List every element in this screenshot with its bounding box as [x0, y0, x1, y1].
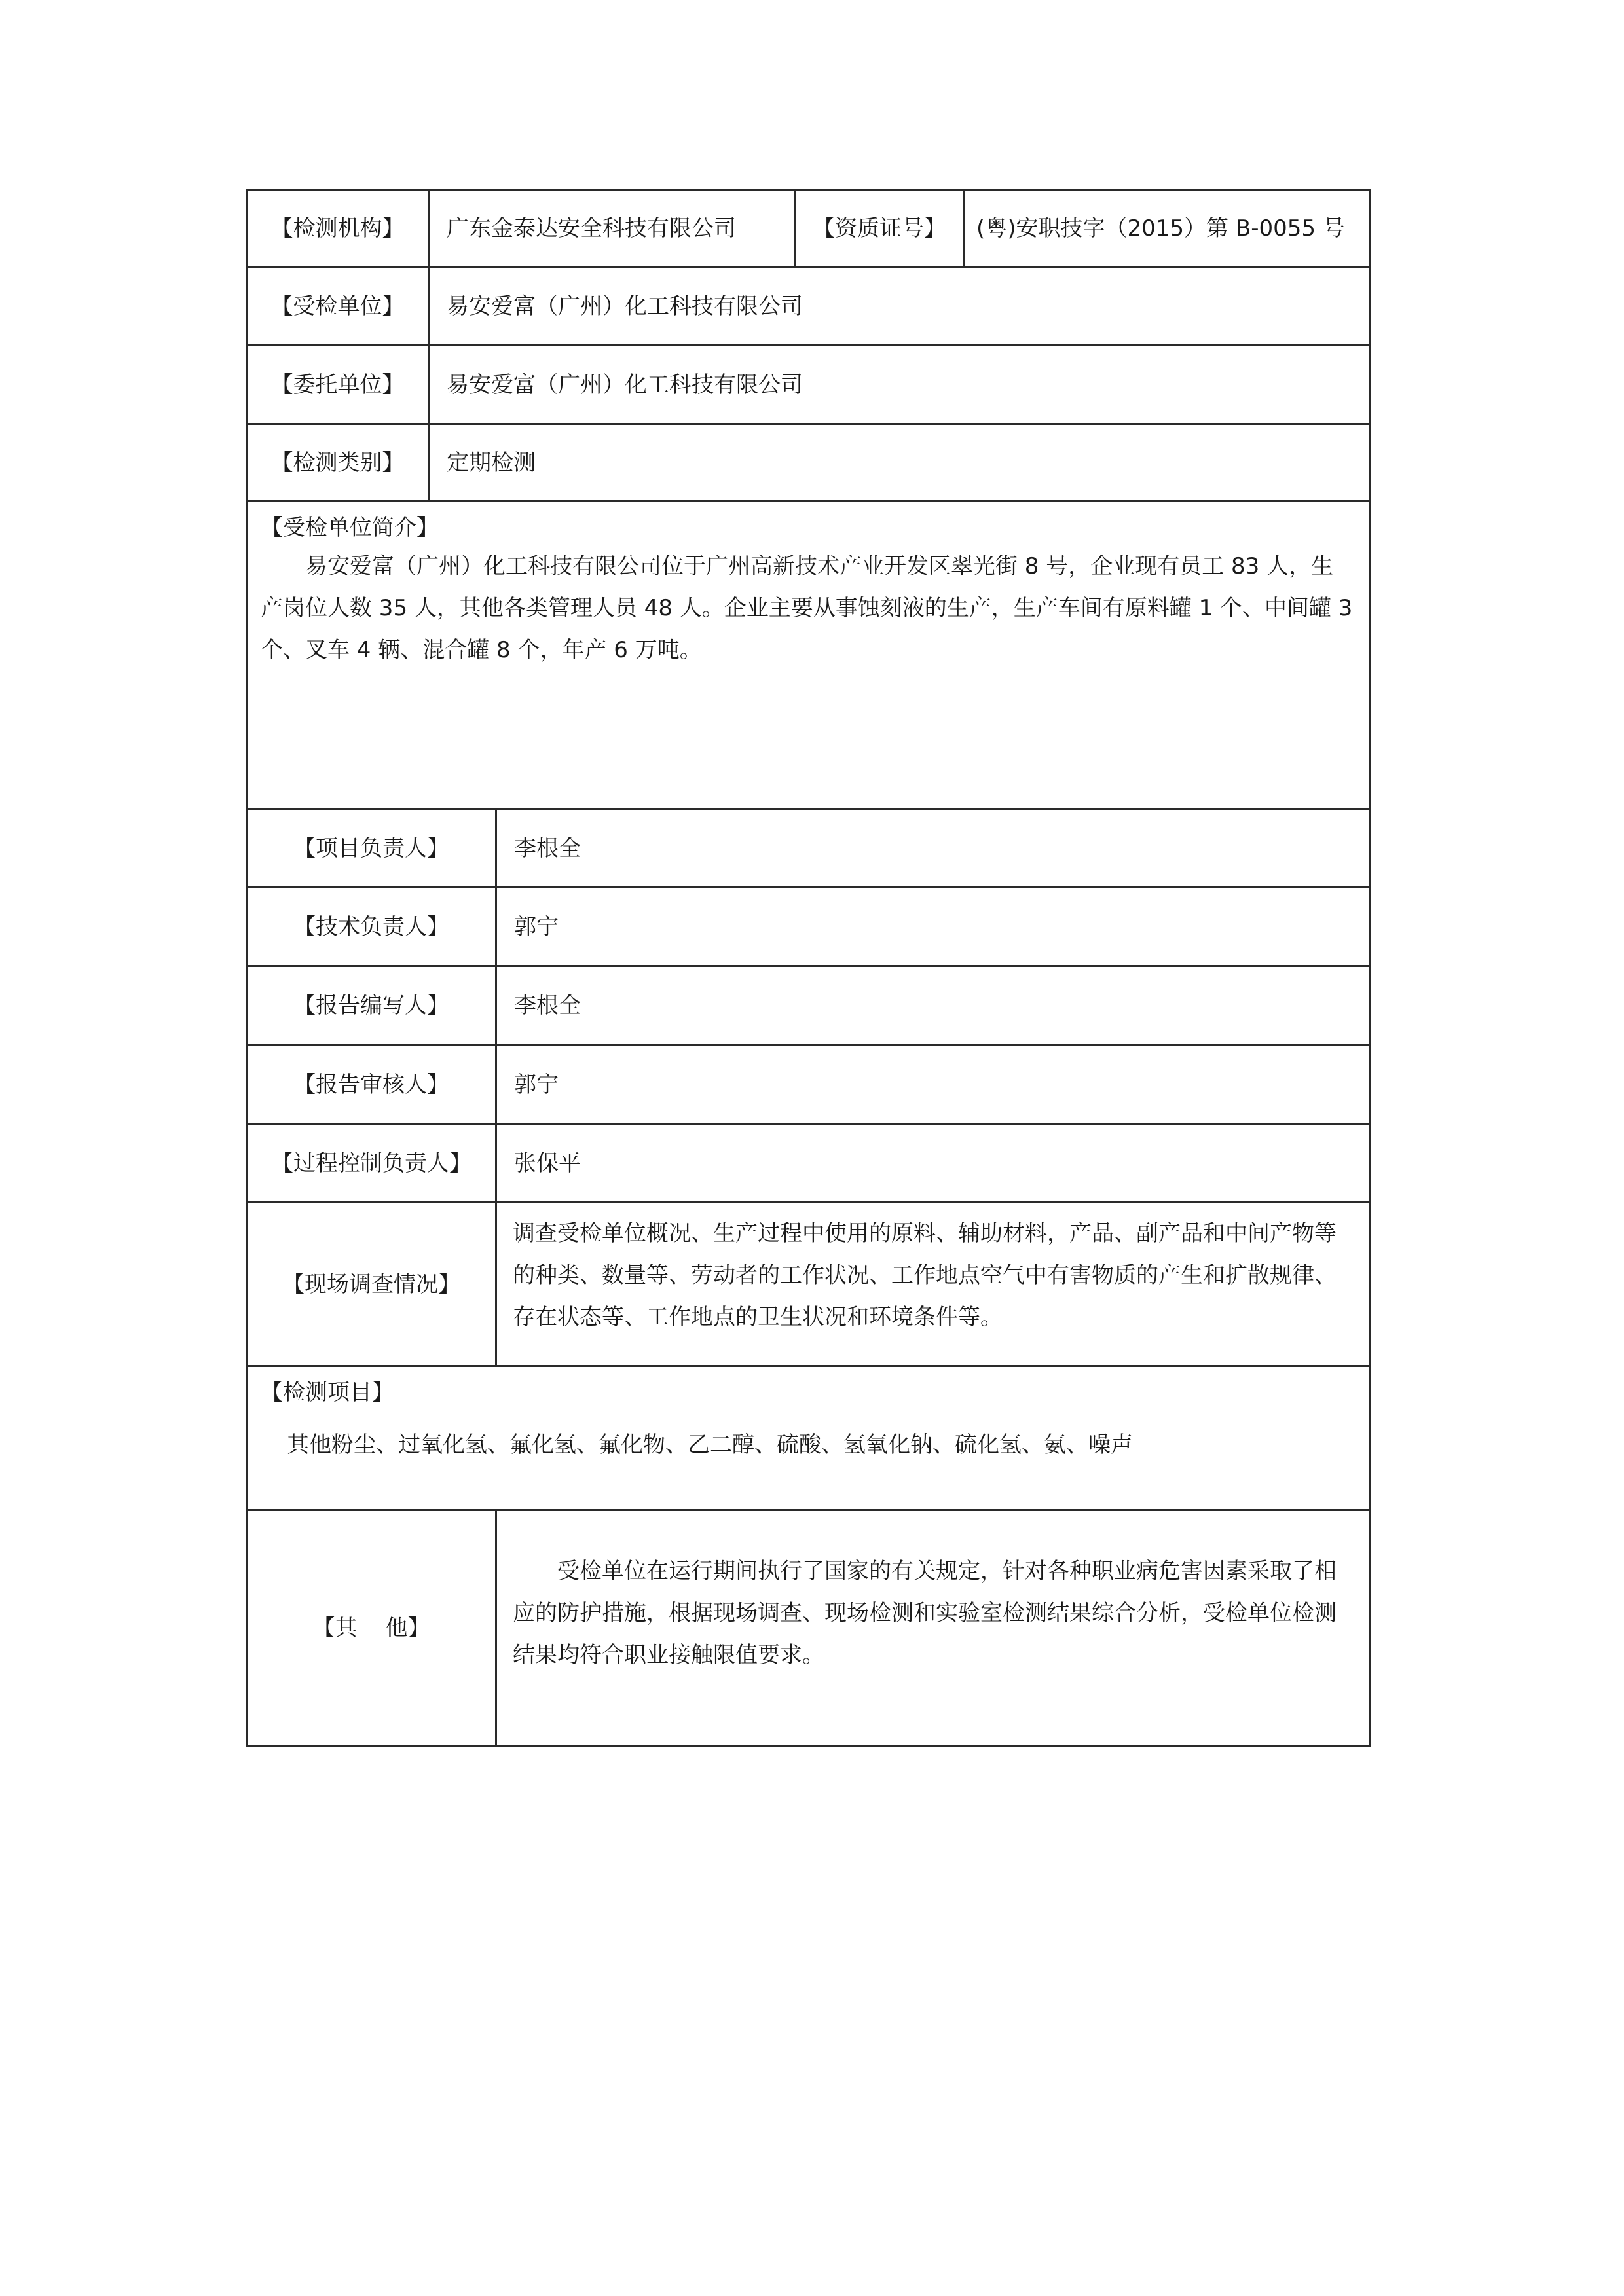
survey-text: 调查受检单位概况、生产过程中使用的原料、辅助材料，产品、副产品和中间产物等的种类、数量等、劳动者的工作状况、工作地点空气中有害物质的产生和扩散规律、存在状态等、工作地点的卫生状况和环境条件等。	[495, 1203, 1369, 1365]
intro-row	[248, 502, 1369, 810]
process-lead-row	[248, 1125, 1369, 1203]
intro-text: 易安爱富（广州）化工科技有限公司位于广州高新技术产业开发区翠光街 8 号，企业现有员工 83 人，生产岗位人数 35 人，其他各类管理人员 48 人。企业主要从事蚀刻液的生产，生产车间有原料罐 1 个、中间罐 3 个、叉车 4 辆、混合罐 8 个，年产 6 万吨。	[261, 553, 1353, 663]
category-value: 定期检测	[428, 425, 1369, 500]
agency-row	[248, 191, 1369, 268]
reviewer-row	[248, 1046, 1369, 1125]
items-row	[248, 1367, 1369, 1511]
reviewer-value: 郭宁	[495, 1046, 1369, 1123]
client-unit-value: 易安爱富（广州）化工科技有限公司	[428, 346, 1369, 423]
category-row	[248, 425, 1369, 502]
reviewer-label: 【报告审核人】	[293, 1071, 449, 1098]
other-label: 【其 他】	[312, 1615, 430, 1641]
survey-label: 【现场调查情况】	[282, 1271, 460, 1298]
inspected-unit-label: 【受检单位】	[270, 293, 405, 319]
items-text: 其他粉尘、过氧化氢、氟化氢、氟化物、乙二醇、硫酸、氢氧化钠、硫化氢、氨、噪声	[287, 1432, 1133, 1458]
agency-label: 【检测机构】	[270, 215, 405, 242]
inspected-unit-row	[248, 268, 1369, 346]
intro-section	[248, 502, 1369, 808]
category-label: 【检测类别】	[270, 449, 405, 476]
tech-lead-label: 【技术负责人】	[293, 913, 449, 940]
intro-title: 【受检单位简介】	[261, 515, 439, 541]
project-lead-row	[248, 810, 1369, 888]
project-lead-value: 李根全	[495, 810, 1369, 886]
client-unit-row	[248, 346, 1369, 425]
survey-row	[248, 1203, 1369, 1367]
writer-value: 李根全	[495, 967, 1369, 1044]
process-lead-label: 【过程控制负责人】	[271, 1150, 471, 1176]
agency-value: 广东金泰达安全科技有限公司	[428, 191, 794, 266]
items-title: 【检测项目】	[261, 1379, 394, 1406]
tech-lead-value: 郭宁	[495, 888, 1369, 965]
inspected-unit-value: 易安爱富（广州）化工科技有限公司	[428, 268, 1369, 344]
tech-lead-row	[248, 888, 1369, 967]
other-row	[248, 1511, 1369, 1745]
client-unit-label: 【委托单位】	[270, 371, 405, 398]
cert-value: (粤)安职技字（2015）第 B-0055 号	[963, 191, 1369, 266]
writer-label: 【报告编写人】	[293, 993, 449, 1019]
report-summary-table	[246, 189, 1371, 1747]
other-text: 受检单位在运行期间执行了国家的有关规定，针对各种职业病危害因素采取了相应的防护措施，根据现场调查、现场检测和实验室检测结果综合分析，受检单位检测结果均符合职业接触限值要求。	[495, 1511, 1369, 1745]
project-lead-label: 【项目负责人】	[293, 835, 449, 862]
cert-label: 【资质证号】	[794, 191, 963, 266]
process-lead-value: 张保平	[495, 1125, 1369, 1201]
writer-row	[248, 967, 1369, 1046]
items-section	[248, 1367, 1369, 1509]
